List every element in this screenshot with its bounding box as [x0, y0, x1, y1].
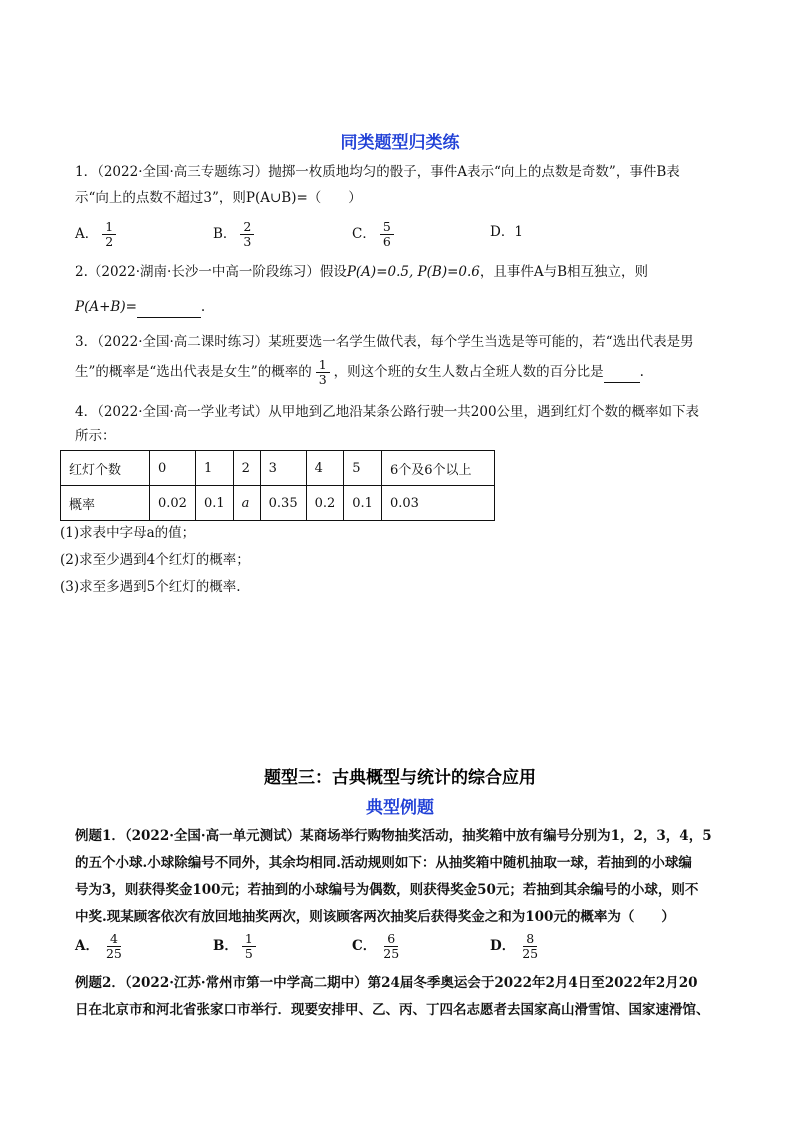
q4-sub2: (2)求至少遇到4个红灯的概率； — [60, 552, 250, 568]
ex1-text-line2: 的五个小球.小球除编号不同外，其余均相同.活动规则如下：从抽奖箱中随机抽取一球，若抽到的小球编 — [75, 855, 692, 871]
table-cell: 0.35 — [260, 486, 306, 521]
section-title: 同类题型归类练 — [340, 133, 460, 153]
table-cell: 2 — [233, 451, 260, 486]
q1-option-d: D．1 — [490, 224, 523, 240]
table-cell: 6个及6个以上 — [381, 451, 494, 486]
q4-text-line1: 4．（2022·全国·高一学业考试）从甲地到乙地沿某条公路行驶一共200公里，遇到红灯个数的概率如下表 — [75, 404, 700, 420]
q3-text-line2: 生”的概率是“选出代表是女生”的概率的 $\frac{1}{3}$ ，则这个班的女生人数占全班人数的百分比是 . — [75, 357, 644, 387]
table-cell: 概率 — [61, 486, 150, 521]
q1-text-line2: 示“向上的点数不超过3”，则P(A∪B)=（ ） — [75, 190, 362, 206]
ex1-option-c: C． $\frac{6}{25}$ — [352, 931, 400, 961]
q3-text-line1: 3．（2022·全国·高二课时练习）某班要选一名学生做代表，每个学生当选是等可能的，若“选出代表是男 — [75, 334, 694, 350]
q4-text-line2: 所示： — [75, 428, 116, 444]
table-cell: 0.1 — [344, 486, 382, 521]
table-cell: 0.03 — [381, 486, 494, 521]
table-cell: 0.02 — [150, 486, 196, 521]
ex1-text-line3: 号为3，则获得奖金100元；若抽到的小球编号为偶数，则获得奖金50元；若抽到其余编号的小球，则不 — [75, 882, 699, 898]
section2-title: 题型三：古典概型与统计的综合应用 — [264, 768, 536, 788]
q1-text-line1: 1．（2022·全国·高三专题练习）抛掷一枚质地均匀的骰子，事件A表示“向上的点数是奇数”，事件B表 — [75, 164, 680, 180]
q2-text-line2: P(A+B)= . — [75, 297, 205, 318]
table-cell: 0.2 — [306, 486, 344, 521]
table-row — [61, 451, 495, 486]
ex1-option-d: D． $\frac{8}{25}$ — [490, 931, 539, 961]
probability-table — [60, 450, 495, 521]
q4-sub3: (3)求至多遇到5个红灯的概率. — [60, 579, 241, 595]
q1-option-c: C． $\frac{5}{6}$ — [352, 220, 398, 249]
table-cell: 5 — [344, 451, 382, 486]
table-cell: 1 — [195, 451, 233, 486]
table-cell: 0.1 — [195, 486, 233, 521]
q3-answer-blank — [604, 362, 640, 383]
ex1-text-line4: 中奖.现某顾客依次有放回地抽奖两次，则该顾客两次抽奖后获得奖金之和为100元的概率为（ ） — [75, 909, 675, 925]
q1-option-b: B． $\frac{2}{3}$ — [213, 220, 258, 249]
table-cell: a — [233, 486, 260, 521]
ex2-text-line1: 例题2．（2022·江苏·常州市第一中学高二期中）第24届冬季奥运会于2022年2月4日至2022年2月20 — [75, 975, 698, 991]
q2-formula: P(A)=0.5, P(B)=0.6 — [346, 264, 480, 280]
q1-option-a: A． $\frac{1}{2}$ — [75, 220, 120, 249]
q2-text-line1: 2.（2022·湖南·长沙一中高一阶段练习）假设P(A)=0.5, P(B)=0.6，且事件A与B相互独立，则 — [75, 264, 649, 280]
ex2-text-line2: 日在北京市和河北省张家口市举行．现要安排甲、乙、丙、丁四名志愿者去国家高山滑雪馆、国家速滑馆、 — [75, 1002, 710, 1018]
q2-answer-blank — [137, 297, 201, 318]
q4-sub1: (1)求表中字母a的值； — [60, 525, 196, 541]
ex1-option-a: A． $\frac{4}{25}$ — [75, 931, 122, 961]
ex1-option-b: B． $\frac{1}{5}$ — [213, 932, 260, 961]
table-row — [61, 486, 495, 521]
section2-subtitle: 典型例题 — [366, 798, 434, 818]
table-cell: 3 — [260, 451, 306, 486]
table-cell: 4 — [306, 451, 344, 486]
ex1-text-line1: 例题1．（2022·全国·高一单元测试）某商场举行购物抽奖活动，抽奖箱中放有编号分别为1，2，3，4，5 — [75, 828, 712, 844]
table-cell: 0 — [150, 451, 196, 486]
table-cell: 红灯个数 — [61, 451, 150, 486]
